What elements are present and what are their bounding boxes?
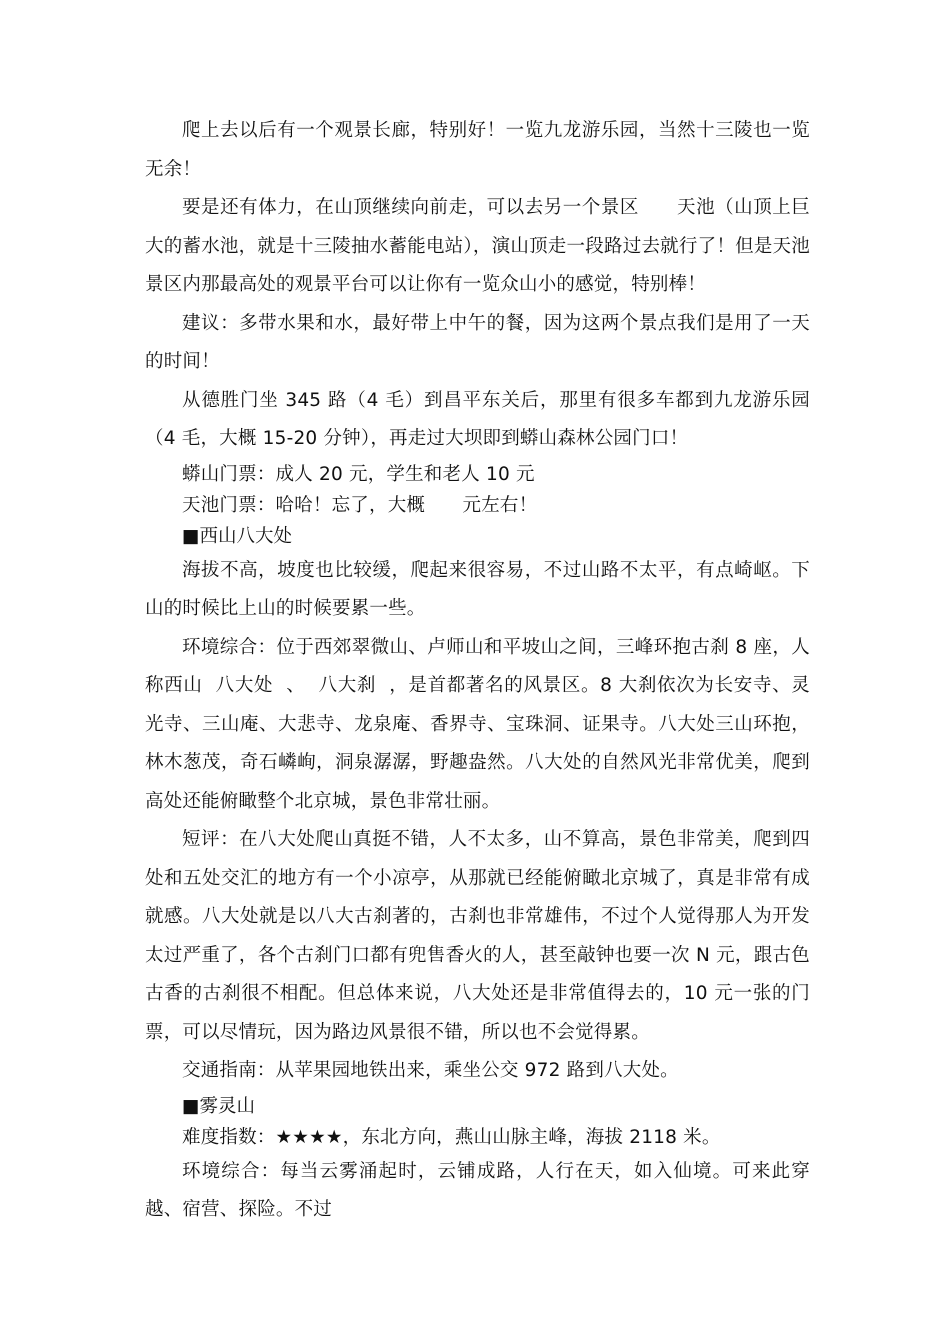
paragraph-badachu-environment: 环境综合：位于西郊翠微山、卢师山和平坡山之间，三峰环抱古刹 8 座，人称西山 八大处 、 八大刹 ，是首都著名的风景区。8 大刹依次为长安寺、灵光寺、三山庵、大悲寺、龙泉庵、香界寺、宝珠洞、证果寺。八大处三山环抱，林木葱茂，奇石嶙峋，洞泉潺潺，野趣盎然。八大处的自然风光非常优美，爬到高处还能俯瞰整个北京城，景色非常壮丽。	[145, 636, 810, 812]
paragraph-wulingshan-difficulty: 难度指数：★★★★，东北方向，燕山山脉主峰，海拔 2118 米。	[182, 1126, 721, 1148]
paragraph-mangshan-ticket: 蟒山门票：成人 20 元，学生和老人 10 元	[182, 463, 535, 485]
document-body	[145, 112, 810, 1230]
paragraph-badachu-transport: 交通指南：从苹果园地铁出来，乘坐公交 972 路到八大处。	[182, 1060, 679, 1081]
paragraph-tianchi-ticket: 天池门票：哈哈！忘了，大概 元左右！	[182, 494, 538, 516]
paragraph-wulingshan-environment: 环境综合：每当云雾涌起时，云铺成路，人行在天，如入仙境。可来此穿越、宿营、探险。不过	[145, 1160, 810, 1220]
paragraph-tianchi: 要是还有体力，在山顶继续向前走，可以去另一个景区 天池（山顶上巨大的蓄水池，就是十三陵抽水蓄能电站），演山顶走一段路过去就行了！但是天池景区内那最高处的观景平台可以让你有一览众山小的感觉，特别棒！	[145, 197, 810, 295]
section-heading-wulingshan: ■雾灵山	[182, 1095, 255, 1117]
paragraph-viewing-corridor: 爬上去以后有一个观景长廊，特别好！一览九龙游乐园，当然十三陵也一览无余！	[145, 120, 810, 180]
paragraph-badachu-intro: 海拔不高，坡度也比较缓，爬起来很容易，不过山路不太平，有点崎岖。下山的时候比上山的时候要累一些。	[145, 559, 810, 619]
section-heading-badachu: ■西山八大处	[182, 525, 292, 547]
paragraph-badachu-review: 短评：在八大处爬山真挺不错，人不太多，山不算高，景色非常美，爬到四处和五处交汇的地方有一个小凉亭，从那就已经能俯瞰北京城了，真是非常有成就感。八大处就是以八大古刹著的，古刹也非常雄伟，不过个人觉得那人为开发太过严重了，各个古刹门口都有兜售香火的人，甚至敲钟也要一次 N 元，跟古色古香的古刹很不相配。但总体来说，八大处还是非常值得去的，10 元一张的门票，可以尽情玩，因为路边风景很不错，所以也不会觉得累。	[145, 829, 810, 1043]
paragraph-transport-mangshan: 从德胜门坐 345 路（4 毛）到昌平东关后，那里有很多车都到九龙游乐园（4 毛，大概 15-20 分钟），再走过大坝即到蟒山森林公园门口！	[145, 389, 810, 449]
paragraph-advice: 建议：多带水果和水，最好带上中午的餐，因为这两个景点我们是用了一天的时间！	[145, 312, 810, 372]
